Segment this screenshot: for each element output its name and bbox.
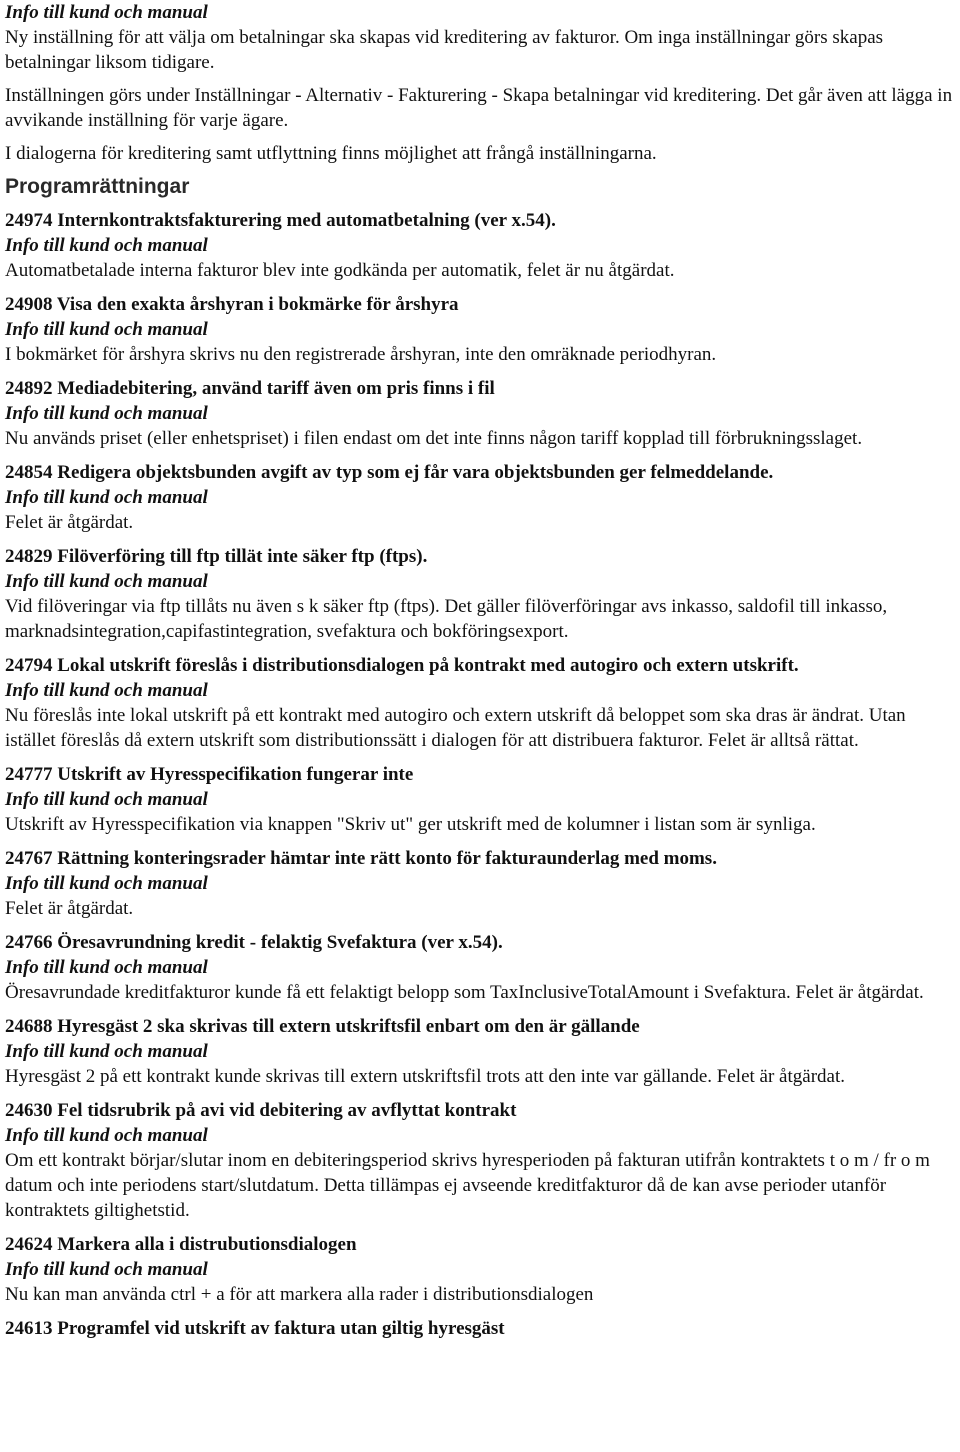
entry-title: 24767 Rättning konteringsrader hämtar inte rätt konto för fakturaunderlag med moms.	[5, 848, 717, 869]
entry-text: Felet är åtgärdat.	[5, 512, 134, 533]
entry-24630	[5, 1098, 956, 1223]
entry-title: 24777 Utskrift av Hyresspecifikation fungerar inte	[5, 764, 414, 785]
entry-text: Felet är åtgärdat.	[5, 898, 134, 919]
info-label: Info till kund och manual	[5, 487, 208, 508]
section-title: Programrättningar	[5, 175, 190, 198]
intro-paragraph: I dialogerna för kreditering samt utflyttning finns möjlighet att frångå inställningarna.	[5, 143, 657, 164]
entry-title: 24829 Filöverföring till ftp tillät inte säker ftp (ftps).	[5, 546, 428, 567]
info-label: Info till kund och manual	[5, 403, 208, 424]
info-label: Info till kund och manual	[5, 1125, 208, 1146]
entry-text: Automatbetalade interna fakturor blev inte godkända per automatik, felet är nu åtgärdat.	[5, 260, 675, 281]
intro-block	[5, 0, 956, 166]
info-label: Info till kund och manual	[5, 319, 208, 340]
entry-24624	[5, 1232, 956, 1307]
entry-title: 24974 Internkontraktsfakturering med automatbetalning (ver x.54).	[5, 210, 556, 231]
entry-title: 24766 Öresavrundning kredit - felaktig Svefaktura (ver x.54).	[5, 932, 503, 953]
entry-text: Öresavrundade kreditfakturor kunde få ett felaktigt belopp som TaxInclusiveTotalAmount i Svefaktura. Felet är åtgärdat.	[5, 982, 924, 1003]
info-label: Info till kund och manual	[5, 1259, 208, 1280]
entry-24829	[5, 544, 956, 644]
info-label: Info till kund och manual	[5, 235, 208, 256]
entry-text: Vid filöveringar via ftp tillåts nu även s k säker ftp (ftps). Det gäller filöverföringar avs inkasso, saldofil till inkasso, marknadsintegration,capifastintegration, svefaktura och bokföringsexport.	[5, 596, 888, 642]
entry-24688	[5, 1014, 956, 1089]
entry-text: Nu används priset (eller enhetspriset) i filen endast om det inte finns någon tariff kopplad till förbrukningsslaget.	[5, 428, 863, 449]
info-label: Info till kund och manual	[5, 789, 208, 810]
entry-title: 24908 Visa den exakta årshyran i bokmärke för årshyra	[5, 294, 459, 315]
entry-list	[5, 208, 956, 1341]
info-label: Info till kund och manual	[5, 680, 208, 701]
entry-title: 24854 Redigera objektsbunden avgift av typ som ej får vara objektsbunden ger felmeddelande.	[5, 462, 774, 483]
intro-paragraph: Ny inställning för att välja om betalningar ska skapas vid kreditering av fakturor. Om inga inställningar görs skapas betalningar liksom tidigare.	[5, 27, 884, 73]
entry-title: 24794 Lokal utskrift föreslås i distributionsdialogen på kontrakt med autogiro och extern utskrift.	[5, 655, 799, 676]
entry-24908	[5, 292, 956, 367]
entry-24767	[5, 846, 956, 921]
entry-text: Utskrift av Hyresspecifikation via knappen "Skriv ut" ger utskrift med de kolumner i listan som är synliga.	[5, 814, 816, 835]
info-label: Info till kund och manual	[5, 2, 208, 23]
entry-text: Nu föreslås inte lokal utskrift på ett kontrakt med autogiro och extern utskrift då beloppet som ska dras är ändrat. Utan istället föreslås då extern utskrift som distributionssätt i dialogen för att distribuera fakturor. Felet är alltså rättat.	[5, 705, 906, 751]
entry-24892	[5, 376, 956, 451]
entry-24974	[5, 208, 956, 283]
info-label: Info till kund och manual	[5, 957, 208, 978]
entry-text: Om ett kontrakt börjar/slutar inom en debiteringsperiod skrivs hyresperioden på fakturan utifrån kontraktets t o m / fr o m datum och inte periodens start/slutdatum. Detta tillämpas ej avseende kreditfakturor då de kan avse perioder utanför kontraktets giltighetstid.	[5, 1150, 930, 1221]
info-label: Info till kund och manual	[5, 873, 208, 894]
info-label: Info till kund och manual	[5, 571, 208, 592]
entry-title: 24613 Programfel vid utskrift av faktura utan giltig hyresgäst	[5, 1318, 505, 1339]
entry-24777	[5, 762, 956, 837]
entry-24794	[5, 653, 956, 753]
info-label: Info till kund och manual	[5, 1041, 208, 1062]
entry-title: 24624 Markera alla i distrubutionsdialogen	[5, 1234, 357, 1255]
entry-24613	[5, 1316, 956, 1341]
entry-24766	[5, 930, 956, 1005]
entry-text: Nu kan man använda ctrl + a för att markera alla rader i distributionsdialogen	[5, 1284, 594, 1305]
entry-title: 24688 Hyresgäst 2 ska skrivas till extern utskriftsfil enbart om den är gällande	[5, 1016, 640, 1037]
entry-title: 24892 Mediadebitering, använd tariff även om pris finns i fil	[5, 378, 495, 399]
entry-title: 24630 Fel tidsrubrik på avi vid debitering av avflyttat kontrakt	[5, 1100, 517, 1121]
entry-text: I bokmärket för årshyra skrivs nu den registrerade årshyran, inte den omräknade periodhyran.	[5, 344, 717, 365]
entry-text: Hyresgäst 2 på ett kontrakt kunde skrivas till extern utskriftsfil trots att den inte var gällande. Felet är åtgärdat.	[5, 1066, 845, 1087]
entry-24854	[5, 460, 956, 535]
intro-paragraph: Inställningen görs under Inställningar - Alternativ - Fakturering - Skapa betalningar vid kreditering. Det går även att lägga in avvikande inställning för varje ägare.	[5, 85, 953, 131]
